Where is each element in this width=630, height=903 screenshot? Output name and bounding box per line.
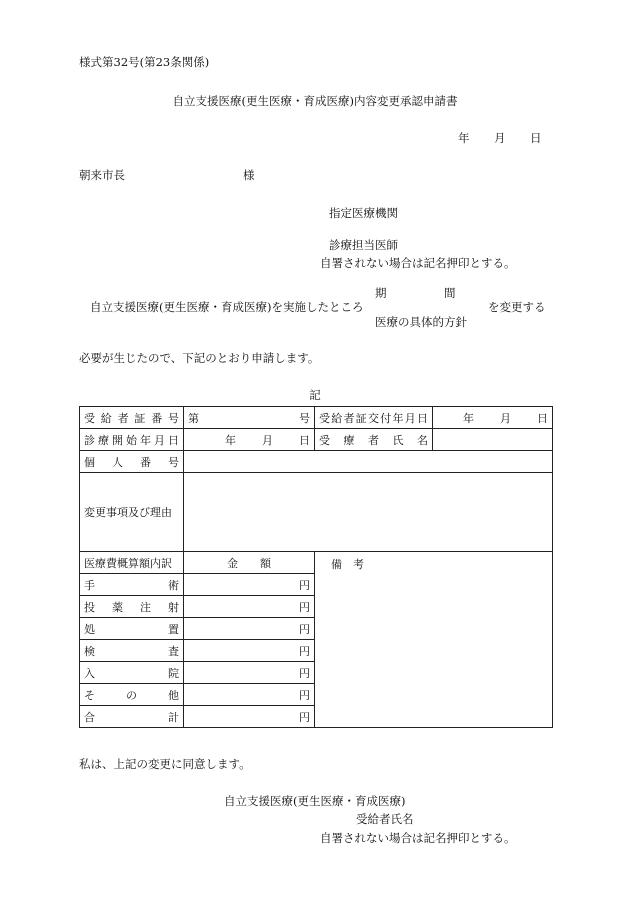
amount-header: 金 額 [184,552,315,574]
recipient-number-label: 受給者証番号 [80,407,184,429]
ki-heading: 記 [309,388,321,402]
number-prefix: 第 [188,411,199,425]
start-year: 年 [225,433,236,447]
consent-program: 自立支援医療(更生医療・育成医療) [224,794,406,808]
consent-text: 私は、上記の変更に同意します。 [79,757,251,771]
yen-unit: 円 [299,622,310,636]
cost-item-label: 合計 [80,706,184,728]
yen-unit: 円 [299,710,310,724]
cost-item-label: 処置 [80,618,184,640]
start-day: 日 [299,433,310,447]
table-row [80,552,553,574]
change-reason-label: 変更事項及び理由 [80,473,184,552]
recipient-number-field[interactable] [184,407,315,429]
number-suffix: 号 [299,411,310,425]
date-year: 年 [458,131,470,145]
table-row [80,429,553,451]
cost-item-label: 入院 [80,662,184,684]
patient-name-label: 受療者氏名 [315,429,433,451]
doctor-sign-note: 自署されない場合は記名押印とする。 [320,256,516,270]
change-reason-field[interactable] [184,473,553,552]
remarks-label: 備 考 [331,558,364,571]
patient-name-field[interactable] [433,429,553,451]
application-table [79,406,553,728]
yen-unit: 円 [299,644,310,658]
issue-month: 月 [500,411,511,425]
start-date-label: 診療開始年月日 [80,429,184,451]
statement-suffix: を変更する [488,300,546,314]
start-date-field[interactable] [184,429,315,451]
issue-date-field[interactable] [433,407,553,429]
cost-amount-field[interactable] [184,706,315,728]
date-month: 月 [494,131,506,145]
cost-amount-field[interactable] [184,596,315,618]
cost-item-label: 検査 [80,640,184,662]
cost-item-label: その他 [80,684,184,706]
issue-year: 年 [463,411,474,425]
personal-number-label: 個人番号 [80,451,184,473]
statement-option-period: 期 間 [375,286,456,300]
cost-amount-field[interactable] [184,640,315,662]
form-number: 様式第32号(第23条関係) [79,55,210,69]
recipient-sign-note: 自署されない場合は記名押印とする。 [320,831,516,845]
table-row [80,451,553,473]
cost-item-label: 投薬注射 [80,596,184,618]
yen-unit: 円 [299,578,310,592]
addressee-suffix: 様 [243,168,255,182]
cost-amount-field[interactable] [184,574,315,596]
remarks-area[interactable] [315,552,553,728]
cost-amount-field[interactable] [184,684,315,706]
doctor-label: 診療担当医師 [329,238,398,252]
page-title: 自立支援医療(更生医療・育成医療)内容変更承認申請書 [172,94,458,108]
institution-label: 指定医療機関 [329,206,398,220]
cost-amount-field[interactable] [184,618,315,640]
date-day: 日 [530,131,542,145]
personal-number-field[interactable] [184,451,553,473]
cost-item-label: 手術 [80,574,184,596]
cost-amount-field[interactable] [184,662,315,684]
table-row [80,473,553,552]
recipient-name-label: 受給者氏名 [356,812,414,826]
statement-prefix: 自立支援医療(更生医療・育成医療)を実施したところ [90,300,364,314]
issue-date-label: 受給者証交付年月日 [315,407,433,429]
yen-unit: 円 [299,600,310,614]
request-line: 必要が生じたので、下記のとおり申請します。 [79,351,320,365]
yen-unit: 円 [299,688,310,702]
table-row [80,407,553,429]
start-month: 月 [262,433,273,447]
cost-breakdown-label: 医療費概算額内訳 [80,552,184,574]
issue-day: 日 [537,411,548,425]
yen-unit: 円 [299,666,310,680]
addressee-name: 朝来市長 [79,168,125,182]
statement-option-policy: 医療の具体的方針 [375,315,467,329]
